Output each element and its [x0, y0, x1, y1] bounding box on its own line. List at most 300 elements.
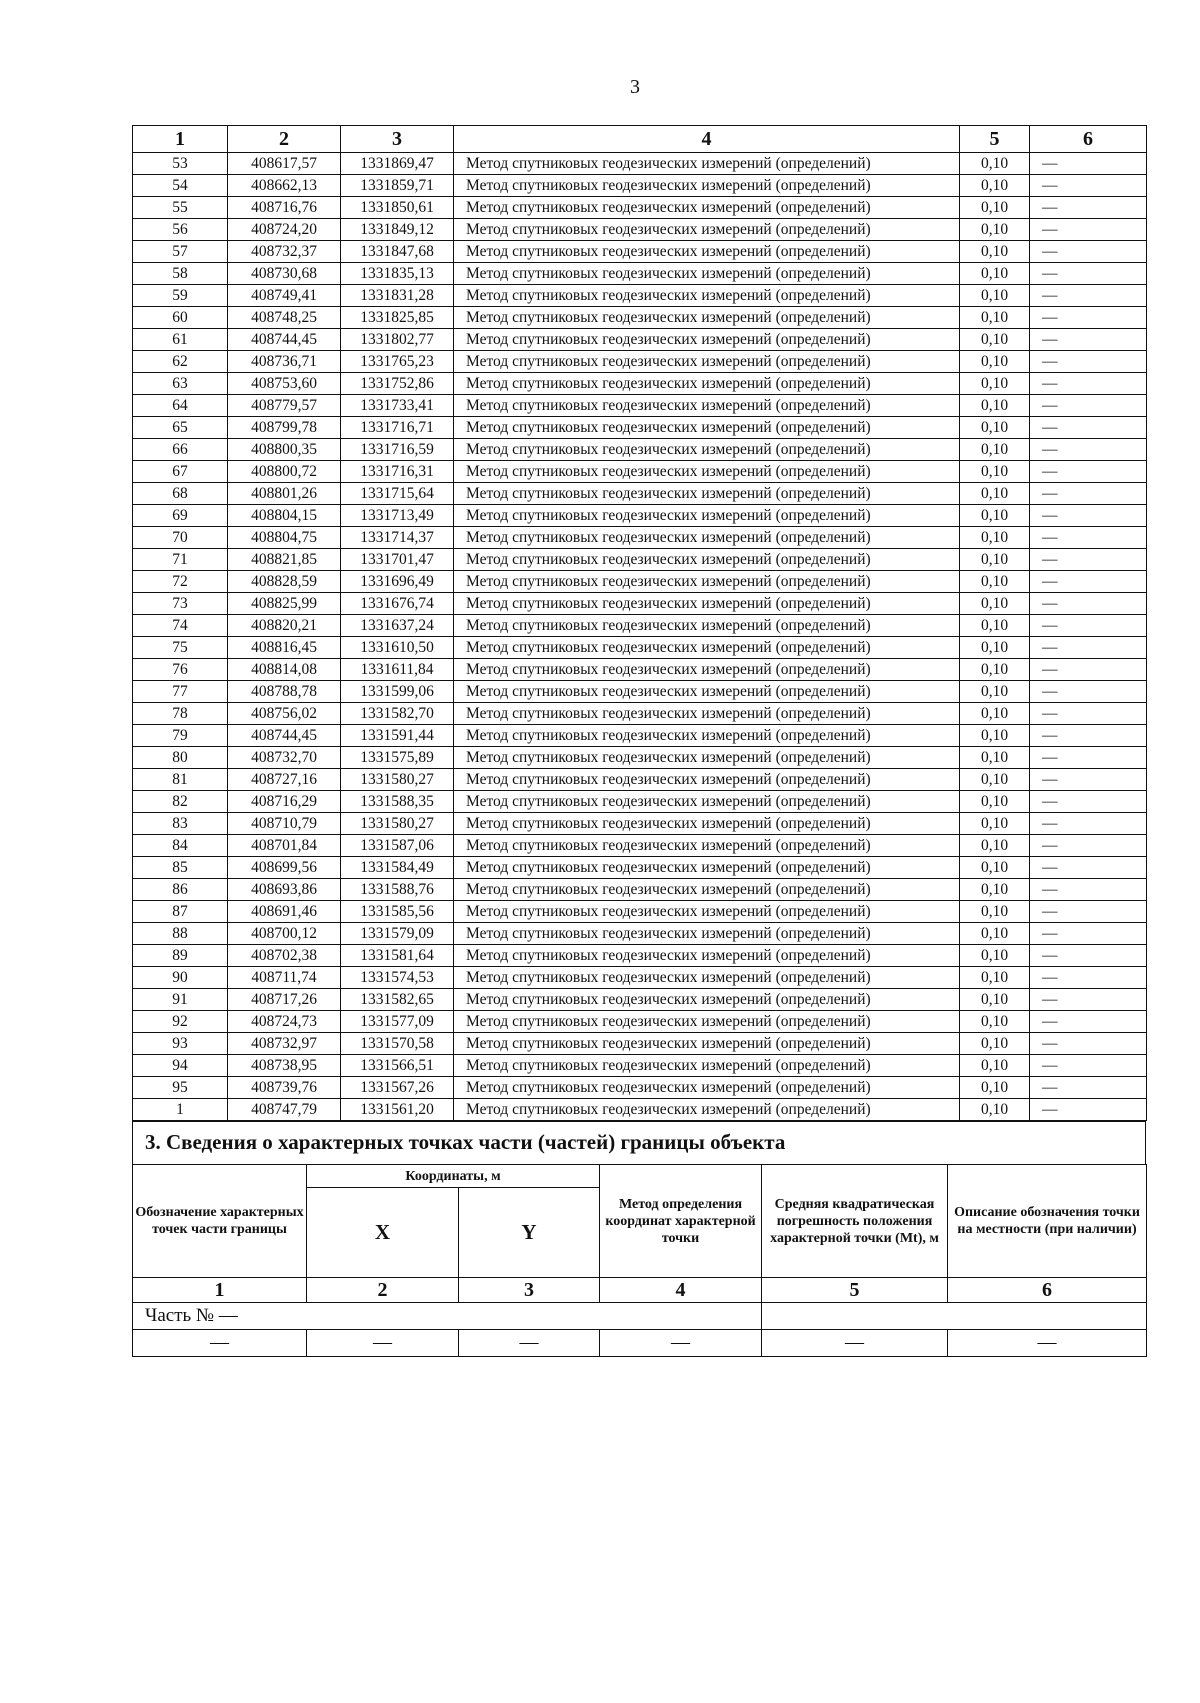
table-row	[133, 681, 1147, 703]
table-row	[133, 1033, 1147, 1055]
x-coordinate: 408732,70	[228, 747, 341, 769]
y-coordinate: 1331574,53	[341, 967, 454, 989]
method-cell: Метод спутниковых геодезических измерений (определений)	[454, 703, 960, 725]
description-cell: —	[1030, 153, 1147, 175]
y-coordinate: 1331579,09	[341, 923, 454, 945]
table-row	[133, 989, 1147, 1011]
y-coordinate: 1331733,41	[341, 395, 454, 417]
x-coordinate: 408804,75	[228, 527, 341, 549]
x-coordinate: 408717,26	[228, 989, 341, 1011]
x-coordinate: 408701,84	[228, 835, 341, 857]
point-number: 57	[133, 241, 228, 263]
accuracy-cell: 0,10	[960, 791, 1030, 813]
y-coordinate: 1331610,50	[341, 637, 454, 659]
description-cell: —	[1030, 307, 1147, 329]
y-coordinate: 1331869,47	[341, 153, 454, 175]
y-coordinate: 1331582,65	[341, 989, 454, 1011]
point-number: 69	[133, 505, 228, 527]
y-coordinate: 1331588,35	[341, 791, 454, 813]
method-cell: Метод спутниковых геодезических измерений (определений)	[454, 153, 960, 175]
table-row	[133, 263, 1147, 285]
table-row	[133, 769, 1147, 791]
x-coordinate: 408825,99	[228, 593, 341, 615]
accuracy-cell: 0,10	[960, 417, 1030, 439]
y-coordinate: 1331585,56	[341, 901, 454, 923]
point-number: 86	[133, 879, 228, 901]
point-number: 91	[133, 989, 228, 1011]
method-cell: Метод спутниковых геодезических измерений (определений)	[454, 175, 960, 197]
point-number: 75	[133, 637, 228, 659]
empty-cell-1: —	[133, 1330, 307, 1357]
y-coordinate: 1331835,13	[341, 263, 454, 285]
accuracy-cell: 0,10	[960, 1011, 1030, 1033]
accuracy-cell: 0,10	[960, 527, 1030, 549]
method-cell: Метод спутниковых геодезических измерений (определений)	[454, 571, 960, 593]
point-number: 83	[133, 813, 228, 835]
accuracy-cell: 0,10	[960, 395, 1030, 417]
x-coordinate: 408821,85	[228, 549, 341, 571]
method-cell: Метод спутниковых геодезических измерений (определений)	[454, 945, 960, 967]
accuracy-cell: 0,10	[960, 659, 1030, 681]
part-label-row	[133, 1303, 1147, 1330]
table-row	[133, 285, 1147, 307]
method-cell: Метод спутниковых геодезических измерений (определений)	[454, 681, 960, 703]
accuracy-cell: 0,10	[960, 989, 1030, 1011]
description-cell: —	[1030, 351, 1147, 373]
table-row	[133, 439, 1147, 461]
x-coordinate: 408699,56	[228, 857, 341, 879]
description-cell: —	[1030, 549, 1147, 571]
point-number: 61	[133, 329, 228, 351]
section-3-header	[132, 1121, 1146, 1164]
description-cell: —	[1030, 1077, 1147, 1099]
y-coordinate: 1331715,64	[341, 483, 454, 505]
y-coordinate: 1331701,47	[341, 549, 454, 571]
parts-col-num-2: 2	[307, 1278, 459, 1303]
method-cell: Метод спутниковых геодезических измерений (определений)	[454, 1077, 960, 1099]
accuracy-cell: 0,10	[960, 901, 1030, 923]
accuracy-cell: 0,10	[960, 1033, 1030, 1055]
y-header: Y	[459, 1188, 600, 1278]
accuracy-cell: 0,10	[960, 329, 1030, 351]
y-coordinate: 1331575,89	[341, 747, 454, 769]
y-coordinate: 1331676,74	[341, 593, 454, 615]
description-cell: —	[1030, 1011, 1147, 1033]
point-number: 95	[133, 1077, 228, 1099]
col-header-4: 4	[454, 126, 960, 153]
y-coordinate: 1331713,49	[341, 505, 454, 527]
point-number: 79	[133, 725, 228, 747]
part-label: Часть № —	[133, 1303, 762, 1330]
description-cell: —	[1030, 1099, 1147, 1121]
accuracy-cell: 0,10	[960, 945, 1030, 967]
accuracy-cell: 0,10	[960, 197, 1030, 219]
accuracy-cell: 0,10	[960, 769, 1030, 791]
y-coordinate: 1331587,06	[341, 835, 454, 857]
method-cell: Метод спутниковых геодезических измерений (определений)	[454, 813, 960, 835]
description-cell: —	[1030, 615, 1147, 637]
y-coordinate: 1331849,12	[341, 219, 454, 241]
x-coordinate: 408691,46	[228, 901, 341, 923]
x-coordinate: 408748,25	[228, 307, 341, 329]
x-coordinate: 408801,26	[228, 483, 341, 505]
description-cell: —	[1030, 967, 1147, 989]
point-number: 90	[133, 967, 228, 989]
y-coordinate: 1331566,51	[341, 1055, 454, 1077]
x-coordinate: 408710,79	[228, 813, 341, 835]
point-number: 81	[133, 769, 228, 791]
table-row	[133, 1077, 1147, 1099]
description-cell: —	[1030, 901, 1147, 923]
accuracy-cell: 0,10	[960, 1055, 1030, 1077]
table-row	[133, 549, 1147, 571]
y-coordinate: 1331716,59	[341, 439, 454, 461]
section-title: 3. Сведения о характерных точках части (частей) границы объекта	[145, 1130, 786, 1154]
point-number: 56	[133, 219, 228, 241]
y-coordinate: 1331567,26	[341, 1077, 454, 1099]
x-coordinate: 408700,12	[228, 923, 341, 945]
table-row	[133, 659, 1147, 681]
accuracy-cell: 0,10	[960, 1077, 1030, 1099]
method-cell: Метод спутниковых геодезических измерений (определений)	[454, 967, 960, 989]
y-coordinate: 1331582,70	[341, 703, 454, 725]
x-coordinate: 408711,74	[228, 967, 341, 989]
y-coordinate: 1331765,23	[341, 351, 454, 373]
accuracy-cell: 0,10	[960, 549, 1030, 571]
method-cell: Метод спутниковых геодезических измерений (определений)	[454, 483, 960, 505]
accuracy-cell: 0,10	[960, 967, 1030, 989]
y-coordinate: 1331588,76	[341, 879, 454, 901]
accuracy-header: Средняя квадратическая погрешность положения характерной точки (Mt), м	[762, 1165, 948, 1278]
description-cell: —	[1030, 285, 1147, 307]
table-row	[133, 725, 1147, 747]
description-cell: —	[1030, 593, 1147, 615]
method-cell: Метод спутниковых геодезических измерений (определений)	[454, 197, 960, 219]
method-cell: Метод спутниковых геодезических измерений (определений)	[454, 835, 960, 857]
method-cell: Метод спутниковых геодезических измерений (определений)	[454, 351, 960, 373]
x-coordinate: 408693,86	[228, 879, 341, 901]
accuracy-cell: 0,10	[960, 637, 1030, 659]
parts-col-num-1: 1	[133, 1278, 307, 1303]
point-number: 66	[133, 439, 228, 461]
point-number: 68	[133, 483, 228, 505]
description-cell: —	[1030, 1033, 1147, 1055]
description-cell: —	[1030, 219, 1147, 241]
y-coordinate: 1331584,49	[341, 857, 454, 879]
point-number: 73	[133, 593, 228, 615]
y-coordinate: 1331577,09	[341, 1011, 454, 1033]
x-coordinate: 408730,68	[228, 263, 341, 285]
description-cell: —	[1030, 703, 1147, 725]
table-row	[133, 417, 1147, 439]
table-row	[133, 901, 1147, 923]
table-row	[133, 307, 1147, 329]
accuracy-cell: 0,10	[960, 923, 1030, 945]
accuracy-cell: 0,10	[960, 505, 1030, 527]
accuracy-cell: 0,10	[960, 835, 1030, 857]
table-row	[133, 1011, 1147, 1033]
x-coordinate: 408736,71	[228, 351, 341, 373]
table-row	[133, 703, 1147, 725]
parts-col-num-5: 5	[762, 1278, 948, 1303]
description-cell: —	[1030, 439, 1147, 461]
description-cell: —	[1030, 637, 1147, 659]
x-coordinate: 408702,38	[228, 945, 341, 967]
table-row	[133, 813, 1147, 835]
x-coordinate: 408753,60	[228, 373, 341, 395]
accuracy-cell: 0,10	[960, 703, 1030, 725]
method-cell: Метод спутниковых геодезических измерений (определений)	[454, 505, 960, 527]
empty-cell-5: —	[762, 1330, 948, 1357]
point-number: 55	[133, 197, 228, 219]
table-row	[133, 1099, 1147, 1121]
empty-cell-6: —	[948, 1330, 1147, 1357]
part-empty-row	[133, 1330, 1147, 1357]
accuracy-cell: 0,10	[960, 725, 1030, 747]
accuracy-cell: 0,10	[960, 263, 1030, 285]
method-header: Метод определения координат характерной точки	[600, 1165, 762, 1278]
method-cell: Метод спутниковых геодезических измерений (определений)	[454, 1033, 960, 1055]
y-coordinate: 1331561,20	[341, 1099, 454, 1121]
x-coordinate: 408738,95	[228, 1055, 341, 1077]
description-cell: —	[1030, 791, 1147, 813]
accuracy-cell: 0,10	[960, 153, 1030, 175]
col-header-6: 6	[1030, 126, 1147, 153]
point-number: 71	[133, 549, 228, 571]
x-coordinate: 408732,97	[228, 1033, 341, 1055]
table-row	[133, 747, 1147, 769]
table-row	[133, 967, 1147, 989]
method-cell: Метод спутниковых геодезических измерений (определений)	[454, 241, 960, 263]
point-number: 80	[133, 747, 228, 769]
accuracy-cell: 0,10	[960, 879, 1030, 901]
point-number: 60	[133, 307, 228, 329]
description-cell: —	[1030, 527, 1147, 549]
point-number: 58	[133, 263, 228, 285]
method-cell: Метод спутниковых геодезических измерений (определений)	[454, 417, 960, 439]
x-coordinate: 408779,57	[228, 395, 341, 417]
point-number: 89	[133, 945, 228, 967]
method-cell: Метод спутниковых геодезических измерений (определений)	[454, 615, 960, 637]
x-coordinate: 408716,29	[228, 791, 341, 813]
page-number: 3	[630, 76, 640, 98]
x-coordinate: 408804,15	[228, 505, 341, 527]
table-row	[133, 483, 1147, 505]
point-number: 87	[133, 901, 228, 923]
table-row	[133, 593, 1147, 615]
method-cell: Метод спутниковых геодезических измерений (определений)	[454, 527, 960, 549]
col-header-2: 2	[228, 126, 341, 153]
table-row	[133, 373, 1147, 395]
table-row	[133, 615, 1147, 637]
method-cell: Метод спутниковых геодезических измерений (определений)	[454, 659, 960, 681]
method-cell: Метод спутниковых геодезических измерений (определений)	[454, 329, 960, 351]
table-row	[133, 1055, 1147, 1077]
table-row	[133, 945, 1147, 967]
description-cell: —	[1030, 989, 1147, 1011]
table-row	[133, 791, 1147, 813]
table-row	[133, 153, 1147, 175]
description-cell: —	[1030, 373, 1147, 395]
y-coordinate: 1331696,49	[341, 571, 454, 593]
table-row	[133, 461, 1147, 483]
x-coordinate: 408724,73	[228, 1011, 341, 1033]
table-header-row	[133, 126, 1147, 153]
x-coordinate: 408800,72	[228, 461, 341, 483]
point-number: 93	[133, 1033, 228, 1055]
table-row	[133, 329, 1147, 351]
method-cell: Метод спутниковых геодезических измерений (определений)	[454, 373, 960, 395]
method-cell: Метод спутниковых геодезических измерений (определений)	[454, 285, 960, 307]
point-number: 85	[133, 857, 228, 879]
empty-cell-3: —	[459, 1330, 600, 1357]
empty-cell-2: —	[307, 1330, 459, 1357]
table-row	[133, 219, 1147, 241]
coordinates-table	[132, 125, 1147, 1121]
x-coordinate: 408788,78	[228, 681, 341, 703]
description-cell: —	[1030, 505, 1147, 527]
y-coordinate: 1331599,06	[341, 681, 454, 703]
description-cell: —	[1030, 263, 1147, 285]
coordinates-header: Координаты, м	[307, 1165, 600, 1188]
method-cell: Метод спутниковых геодезических измерений (определений)	[454, 461, 960, 483]
point-number: 74	[133, 615, 228, 637]
description-cell: —	[1030, 241, 1147, 263]
method-cell: Метод спутниковых геодезических измерений (определений)	[454, 439, 960, 461]
method-cell: Метод спутниковых геодезических измерений (определений)	[454, 1011, 960, 1033]
description-cell: —	[1030, 725, 1147, 747]
col-header-3: 3	[341, 126, 454, 153]
col-header-1: 1	[133, 126, 228, 153]
table-row	[133, 835, 1147, 857]
accuracy-cell: 0,10	[960, 593, 1030, 615]
x-coordinate: 408716,76	[228, 197, 341, 219]
method-cell: Метод спутниковых геодезических измерений (определений)	[454, 1099, 960, 1121]
table-row	[133, 527, 1147, 549]
x-coordinate: 408739,76	[228, 1077, 341, 1099]
method-cell: Метод спутниковых геодезических измерений (определений)	[454, 791, 960, 813]
x-header: X	[307, 1188, 459, 1278]
part-label-empty-cell	[762, 1303, 1147, 1330]
description-cell: —	[1030, 571, 1147, 593]
table-row	[133, 637, 1147, 659]
table-row	[133, 857, 1147, 879]
col-header-5: 5	[960, 126, 1030, 153]
description-cell: —	[1030, 879, 1147, 901]
description-header: Описание обозначения точки на местности (при наличии)	[948, 1165, 1147, 1278]
method-cell: Метод спутниковых геодезических измерений (определений)	[454, 637, 960, 659]
point-number: 53	[133, 153, 228, 175]
description-cell: —	[1030, 659, 1147, 681]
y-coordinate: 1331580,27	[341, 813, 454, 835]
point-number: 63	[133, 373, 228, 395]
method-cell: Метод спутниковых геодезических измерений (определений)	[454, 307, 960, 329]
y-coordinate: 1331825,85	[341, 307, 454, 329]
accuracy-cell: 0,10	[960, 615, 1030, 637]
description-cell: —	[1030, 483, 1147, 505]
parts-col-num-4: 4	[600, 1278, 762, 1303]
x-coordinate: 408799,78	[228, 417, 341, 439]
x-coordinate: 408744,45	[228, 725, 341, 747]
y-coordinate: 1331570,58	[341, 1033, 454, 1055]
method-cell: Метод спутниковых геодезических измерений (определений)	[454, 219, 960, 241]
x-coordinate: 408749,41	[228, 285, 341, 307]
x-coordinate: 408732,37	[228, 241, 341, 263]
method-cell: Метод спутниковых геодезических измерений (определений)	[454, 769, 960, 791]
y-coordinate: 1331591,44	[341, 725, 454, 747]
method-cell: Метод спутниковых геодезических измерений (определений)	[454, 725, 960, 747]
x-coordinate: 408816,45	[228, 637, 341, 659]
description-cell: —	[1030, 945, 1147, 967]
method-cell: Метод спутниковых геодезических измерений (определений)	[454, 879, 960, 901]
description-cell: —	[1030, 681, 1147, 703]
point-number: 82	[133, 791, 228, 813]
description-cell: —	[1030, 329, 1147, 351]
x-coordinate: 408820,21	[228, 615, 341, 637]
description-cell: —	[1030, 813, 1147, 835]
accuracy-cell: 0,10	[960, 175, 1030, 197]
y-coordinate: 1331752,86	[341, 373, 454, 395]
accuracy-cell: 0,10	[960, 373, 1030, 395]
table-row	[133, 395, 1147, 417]
x-coordinate: 408617,57	[228, 153, 341, 175]
y-coordinate: 1331831,28	[341, 285, 454, 307]
table-row	[133, 197, 1147, 219]
point-number: 77	[133, 681, 228, 703]
method-cell: Метод спутниковых геодезических измерений (определений)	[454, 989, 960, 1011]
empty-cell-4: —	[600, 1330, 762, 1357]
accuracy-cell: 0,10	[960, 241, 1030, 263]
parts-col-num-3: 3	[459, 1278, 600, 1303]
point-number: 65	[133, 417, 228, 439]
y-coordinate: 1331611,84	[341, 659, 454, 681]
point-number: 84	[133, 835, 228, 857]
x-coordinate: 408814,08	[228, 659, 341, 681]
method-cell: Метод спутниковых геодезических измерений (определений)	[454, 747, 960, 769]
accuracy-cell: 0,10	[960, 1099, 1030, 1121]
y-coordinate: 1331580,27	[341, 769, 454, 791]
y-coordinate: 1331859,71	[341, 175, 454, 197]
description-cell: —	[1030, 197, 1147, 219]
accuracy-cell: 0,10	[960, 857, 1030, 879]
x-coordinate: 408744,45	[228, 329, 341, 351]
method-cell: Метод спутниковых геодезических измерений (определений)	[454, 901, 960, 923]
table-row	[133, 923, 1147, 945]
parts-header-row-1	[133, 1165, 1147, 1188]
x-coordinate: 408727,16	[228, 769, 341, 791]
x-coordinate: 408724,20	[228, 219, 341, 241]
table-row	[133, 505, 1147, 527]
accuracy-cell: 0,10	[960, 219, 1030, 241]
point-number: 67	[133, 461, 228, 483]
accuracy-cell: 0,10	[960, 483, 1030, 505]
point-number: 94	[133, 1055, 228, 1077]
method-cell: Метод спутниковых геодезических измерений (определений)	[454, 923, 960, 945]
accuracy-cell: 0,10	[960, 351, 1030, 373]
method-cell: Метод спутниковых геодезических измерений (определений)	[454, 593, 960, 615]
y-coordinate: 1331850,61	[341, 197, 454, 219]
point-number: 64	[133, 395, 228, 417]
accuracy-cell: 0,10	[960, 747, 1030, 769]
y-coordinate: 1331637,24	[341, 615, 454, 637]
y-coordinate: 1331714,37	[341, 527, 454, 549]
y-coordinate: 1331716,31	[341, 461, 454, 483]
table-row	[133, 571, 1147, 593]
table-row	[133, 241, 1147, 263]
part-boundary-table	[132, 1164, 1147, 1357]
method-cell: Метод спутниковых геодезических измерений (определений)	[454, 263, 960, 285]
coordinates-table-body	[133, 153, 1147, 1121]
